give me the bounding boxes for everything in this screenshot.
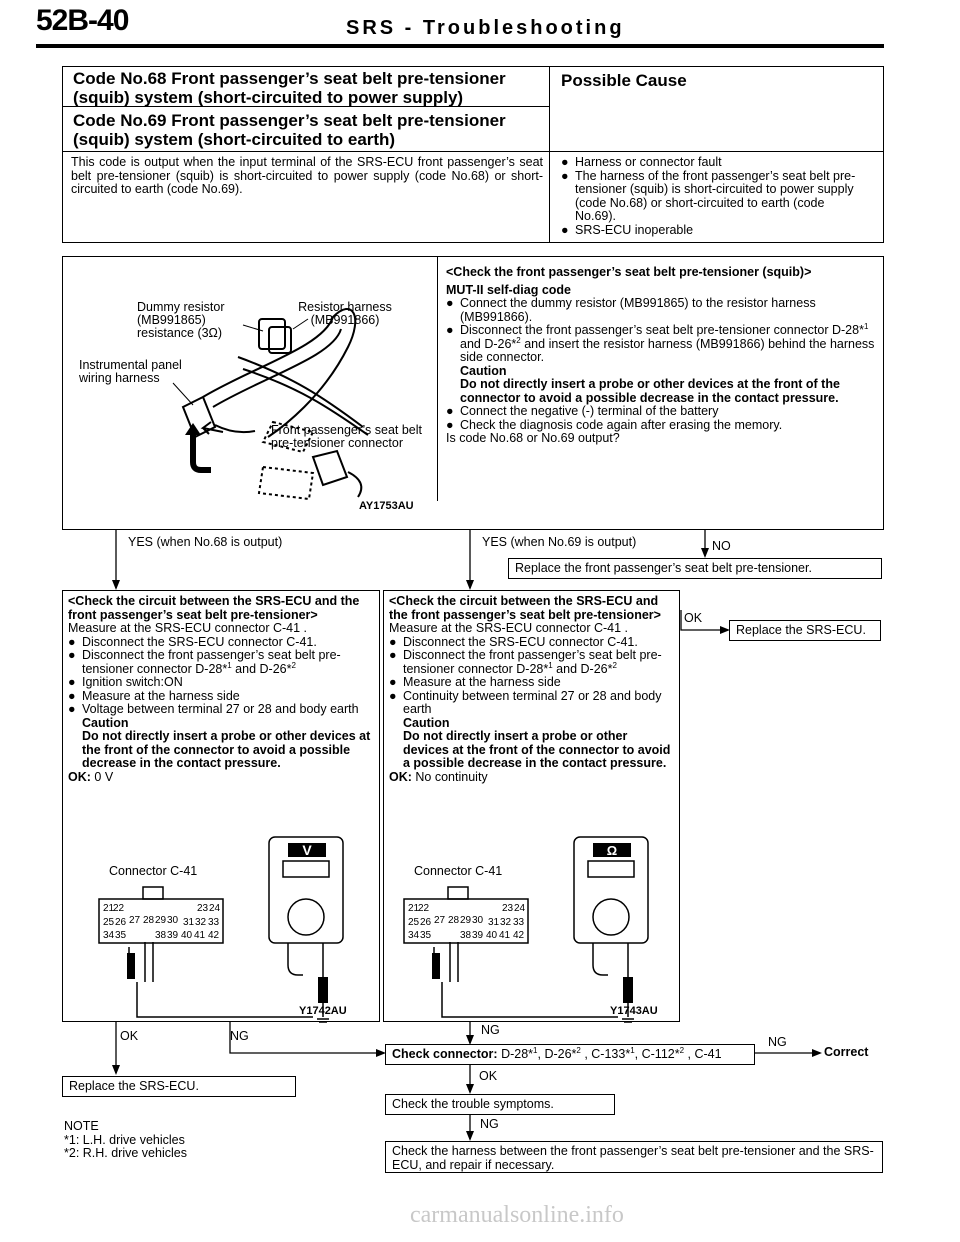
connector-c41-label: Connector C-41 bbox=[109, 864, 198, 878]
figure-id: Y1743AU bbox=[610, 1005, 658, 1017]
front-passenger-connector-label: Front passenger’s seat belt pre-tensioner connector bbox=[271, 423, 423, 450]
cause-item: ● Harness or connector fault bbox=[561, 155, 722, 169]
step1-bullet: ● Connect the dummy resistor (MB991865) to the resistor harness (MB991866). bbox=[446, 296, 816, 324]
step2a-instructions bbox=[68, 595, 372, 784]
step2b-title: <Check the circuit between the SRS-ECU and the front passenger’s seat belt pre-tensioner> bbox=[389, 594, 661, 622]
step2a-box bbox=[62, 590, 380, 1022]
section-title: SRS - Troubleshooting bbox=[346, 17, 625, 39]
connector-c41-label: Connector C-41 bbox=[414, 864, 503, 878]
step2a-bullet: ● Ignition switch:ON bbox=[68, 675, 183, 689]
arrow-head bbox=[466, 1084, 474, 1094]
pin-label: 26 bbox=[115, 917, 127, 928]
step2a-caution-label: Caution bbox=[82, 715, 129, 730]
step2b-bullet: ● Disconnect the SRS-ECU connector C-41. bbox=[389, 634, 638, 649]
step2a-ok: OK: 0 V bbox=[68, 769, 114, 784]
step2a-bullet: ● Measure at the harness side bbox=[68, 688, 240, 703]
step2a-bullet: ● Disconnect the front passenger’s seat belt pre-tensioner connector D-28*$^1$ and D-26*$^2$ bbox=[68, 648, 341, 676]
ok-right-label: OK bbox=[684, 611, 703, 625]
dummy-resistor-label: Dummy resistor (MB991865) resistance (3Ω) bbox=[137, 300, 225, 340]
step1-caution-text: Do not directly insert a probe or other devices at the front of the connector to avoid a possible decrease in the contact pressure. bbox=[460, 377, 840, 405]
resistor-harness-label: Resistor harness (MB991866) bbox=[298, 300, 392, 327]
cause-item: ● SRS-ECU inoperable bbox=[561, 222, 694, 237]
pin-label: 33 bbox=[208, 917, 220, 928]
ok-left-label: OK bbox=[120, 1029, 139, 1043]
replace-pretensioner-box: Replace the front passenger’s seat belt pre-tensioner. bbox=[508, 558, 882, 579]
pin-label: 30 bbox=[472, 915, 484, 926]
pin-label: 33 bbox=[513, 917, 525, 928]
connector-meter-illustration bbox=[368, 827, 680, 1023]
watermark: carmanualsonline.info bbox=[410, 1202, 624, 1228]
arrow-head bbox=[812, 1049, 822, 1057]
cause-item: ● The harness of the front passenger’s seat belt pre-tensioner (squib) is short-circuited to power supply (code No.68) or short-circuited to earth (code No.69). bbox=[561, 168, 856, 223]
pin-label: 23 bbox=[502, 903, 514, 914]
ok-trouble-label: OK bbox=[479, 1069, 498, 1083]
arrow-head bbox=[112, 580, 120, 590]
pin-label: 21 bbox=[103, 903, 115, 914]
replace-ecu-right-box: Replace the SRS-ECU. bbox=[729, 620, 881, 641]
pin-label: 42 bbox=[208, 930, 220, 941]
pin-label: 41 bbox=[499, 930, 511, 941]
ng-right-label: NG bbox=[768, 1035, 787, 1049]
meter-symbol: Ω bbox=[606, 843, 618, 858]
step2a-caution-text: Do not directly insert a probe or other devices at the front of the connector to avoid a possible decrease in the contact pressure. bbox=[82, 729, 371, 770]
pin-label: 31 bbox=[183, 917, 195, 928]
meter-symbol: V bbox=[302, 842, 312, 858]
replace-ecu-box: Replace the SRS-ECU. bbox=[62, 1076, 296, 1097]
pin-label: 39 bbox=[472, 930, 484, 941]
pin-label: 32 bbox=[195, 917, 207, 928]
pin-label: 34 bbox=[408, 930, 420, 941]
arrow-head bbox=[466, 1131, 474, 1141]
connector-meter-illustration bbox=[63, 827, 379, 1023]
figure-id: AY1753AU bbox=[359, 500, 414, 512]
arrow-head bbox=[112, 1065, 120, 1075]
ng-trouble-label: NG bbox=[480, 1117, 499, 1131]
code69-title: Code No.69 Front passenger’s seat belt pre-tensioner (squib) system (short-circuited to earth) bbox=[73, 111, 506, 149]
arrow-head bbox=[701, 548, 709, 558]
pin-label: 22 bbox=[113, 903, 125, 914]
step1-bullet: ● Disconnect the front passenger’s seat belt pre-tensioner connector D-28*$^1$ and D-26*$^2$ and insert the resistor harness (MB991866) behind the harness side connector. bbox=[446, 321, 875, 364]
ng-mid-label: NG bbox=[481, 1023, 500, 1037]
pin-label: 38 bbox=[155, 930, 167, 941]
step2a-title: <Check the circuit between the SRS-ECU and the front passenger’s seat belt pre-tensioner> bbox=[68, 594, 360, 622]
step1-caution-label: Caution bbox=[460, 363, 507, 378]
pin-label: 42 bbox=[513, 930, 525, 941]
pin-label: 40 bbox=[181, 930, 193, 941]
code68-title: Code No.68 Front passenger’s seat belt pre-tensioner (squib) system (short-circuited to power supply) bbox=[73, 69, 506, 107]
pin-label: 27 bbox=[129, 915, 141, 926]
pin-label: 25 bbox=[408, 917, 420, 928]
note-title: NOTE bbox=[64, 1119, 99, 1133]
pin-label: 32 bbox=[500, 917, 512, 928]
figure-id: Y1742AU bbox=[299, 1005, 347, 1017]
check-harness-box: Check the harness between the front passenger’s seat belt pre-tensioner and the SRS-ECU, and repair if necessary. bbox=[385, 1141, 883, 1173]
note-item: *2: R.H. drive vehicles bbox=[64, 1146, 187, 1160]
step1-method: MUT-II self-diag code bbox=[446, 282, 572, 297]
step2b-bullet: ● Continuity between terminal 27 or 28 and body earth bbox=[389, 688, 662, 716]
correct-label: Correct bbox=[824, 1045, 869, 1059]
step2b-bullet: ● Disconnect the front passenger’s seat belt pre-tensioner connector D-28*$^1$ and D-26*$^2$ bbox=[389, 648, 662, 676]
check-trouble-box: Check the trouble symptoms. bbox=[385, 1094, 615, 1115]
step1-bullet: ● Check the diagnosis code again after erasing the memory. bbox=[446, 417, 783, 432]
step2a-bullet: ● Voltage between terminal 27 or 28 and body earth bbox=[68, 702, 359, 716]
pin-label: 25 bbox=[103, 917, 115, 928]
pin-label: 28 bbox=[143, 915, 155, 926]
pin-label: 23 bbox=[197, 903, 209, 914]
pin-label: 31 bbox=[488, 917, 500, 928]
pin-label: 38 bbox=[460, 930, 472, 941]
yes68-label: YES (when No.68 is output) bbox=[128, 535, 283, 549]
pin-label: 27 bbox=[434, 915, 446, 926]
step2b-box bbox=[383, 590, 680, 1022]
pin-label: 40 bbox=[486, 930, 498, 941]
pin-label: 21 bbox=[408, 903, 420, 914]
pin-label: 34 bbox=[103, 930, 115, 941]
possible-cause-header: Possible Cause bbox=[561, 71, 687, 90]
step2b-measure: Measure at the SRS-ECU connector C-41 . bbox=[389, 621, 628, 635]
pin-label: 28 bbox=[448, 915, 460, 926]
no-label: NO bbox=[712, 539, 731, 553]
ng-left-label: NG bbox=[230, 1029, 249, 1043]
step1-question: Is code No.68 or No.69 output? bbox=[446, 431, 620, 445]
pin-label: 22 bbox=[418, 903, 430, 914]
step2b-caution-label: Caution bbox=[403, 715, 450, 730]
check-connector-box: Check connector: D-28*$^1$, D-26*$^2$ , C-133*$^1$, C-112*$^2$ , C-41 bbox=[385, 1044, 755, 1065]
pin-label: 30 bbox=[167, 915, 179, 926]
pin-label: 29 bbox=[155, 915, 167, 926]
step1-bullet: ● Connect the negative (-) terminal of the battery bbox=[446, 404, 719, 418]
step2b-ok: OK: No continuity bbox=[389, 769, 488, 784]
page-number: 52B-40 bbox=[36, 4, 129, 37]
step1-title: <Check the front passenger’s seat belt pre-tensioner (squib)> bbox=[446, 265, 812, 279]
pin-label: 35 bbox=[115, 930, 127, 941]
pin-label: 35 bbox=[420, 930, 432, 941]
pin-label: 24 bbox=[209, 903, 221, 914]
note-block bbox=[64, 1120, 187, 1161]
pin-label: 39 bbox=[167, 930, 179, 941]
step2a-bullet: ● Disconnect the SRS-ECU connector C-41. bbox=[68, 634, 317, 649]
pin-label: 29 bbox=[460, 915, 472, 926]
yes69-label: YES (when No.69 is output) bbox=[482, 535, 637, 549]
pin-label: 24 bbox=[514, 903, 526, 914]
step2b-bullet: ● Measure at the harness side bbox=[389, 675, 561, 689]
code-description: This code is output when the input terminal of the SRS-ECU front passenger’s seat belt pre-tensioner (squib) is short-circuited to power supply (code No.68) or short-circuited to earth (code No.69). bbox=[71, 155, 543, 196]
note-item: *1: L.H. drive vehicles bbox=[64, 1132, 185, 1147]
pin-label: 41 bbox=[194, 930, 206, 941]
instrumental-panel-label: Instrumental panel wiring harness bbox=[79, 358, 182, 385]
step2b-caution-text: Do not directly insert a probe or other devices at the front of the connector to avoid a possible decrease in the contact pressure. bbox=[403, 729, 671, 770]
pin-label: 26 bbox=[420, 917, 432, 928]
step2b-instructions bbox=[389, 595, 675, 784]
arrow-head bbox=[466, 580, 474, 590]
step2a-measure: Measure at the SRS-ECU connector C-41 . bbox=[68, 621, 307, 635]
